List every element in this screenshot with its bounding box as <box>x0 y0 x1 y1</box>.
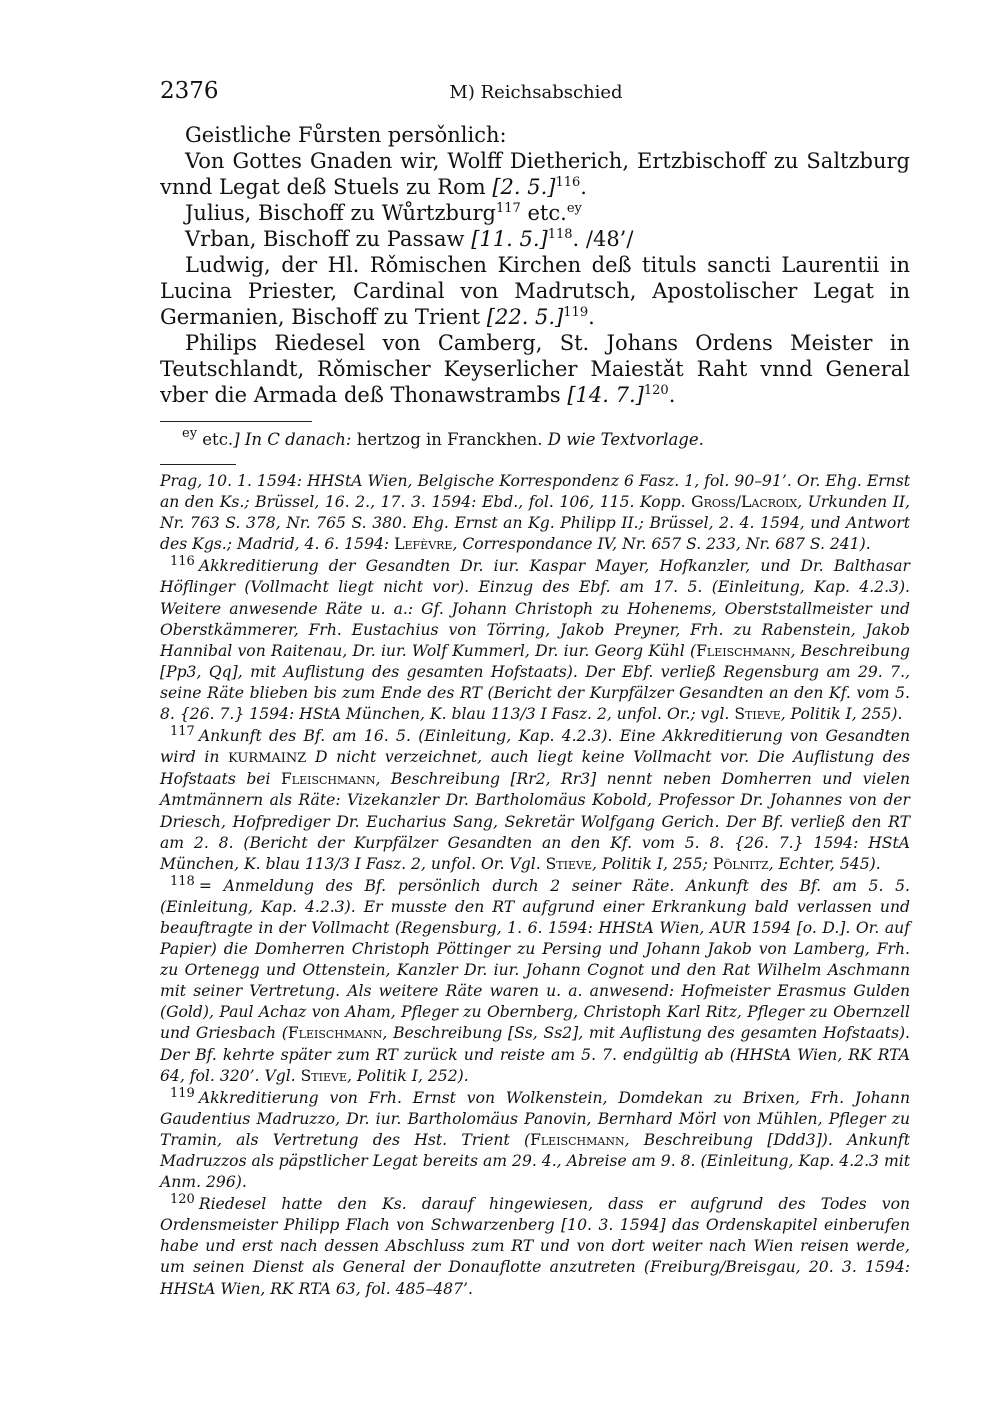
note-120: $^{120}$ Riedesel hatte den Ks. darauf hingewiesen, dass er aufgrund des Todes von Ordensmeister Philipp Flach von Schwarzenberg [10. 3. 1594] das Ordenskapitel einberufen habe und erst nach dessen Abschluss zum RT und von dort weiter nach Wien reisen werde, um seinen Dienst als General der Donauflotte anzutreten (Freiburg/Breisgau, 20. 3. 1594: HHStA Wien, RK RTA 63, fol. 485–487’. <box>160 1192 910 1298</box>
note-118: $^{118}$ = Anmeldung des Bf. persönlich durch 2 seiner Räte. Ankunft des Bf. am 5. 5. (Einleitung, Kap. 4.2.3). Er musste den RT aufgrund einer Erkrankung bald verlassen und beauftragte in der Vollmacht (Regensburg, 1. 6. 1594: HHStA Wien, AUR 1594 [o. D.]. Or. auf Papier) die Domherren Christoph Pöttinger zu Persing und Johann Jakob von Lamberg, Frh. zu Ortenegg und Ottenstein, Kanzler Dr. iur. Johann Cognot und den Rat Wilhelm Aschmann mit seiner Vertretung. Als weitere Räte waren u. a. anwesend: Hofmeister Erasmus Gulden (Gold), Paul Achaz von Aham, Pfleger zu Obernberg, Christoph Karl Ritz, Pfleger zu Obernzell und Griesbach (Fleischmann, Beschreibung [Ss, Ss2], mit Auflistung des gesamten Hofstaats). Der Bf. kehrte später zum RT zurück und reiste am 5. 7. endgültig ab (HHStA Wien, RK RTA 64, fol. 320’. Vgl. Stieve, Politik I, 252). <box>160 873 911 1085</box>
page-header <box>160 78 912 108</box>
footnote-divider <box>160 421 312 422</box>
paragraph-trient: Ludwig, der Hl. Rǒmischen Kirchen deß tituls sancti Laurentii in Lucina Priester, Cardinal von Madrutsch, Apostolischer Legat in Germanien, Bischoff zu Trient [22. 5.]$^{119}$. <box>160 253 910 329</box>
critical-note-ey: $^{ey}$ etc.] In C danach: hertzog in Franckhen. D wie Textvorlage. <box>182 426 704 449</box>
footnote-ref[interactable]: 120 <box>643 383 669 398</box>
note-number: 120 <box>170 1192 195 1208</box>
note-117: $^{117}$ Ankunft des Bf. am 16. 5. (Einleitung, Kap. 4.2.3). Eine Akkreditierung von Gesandten wird in KURMAINZ D nicht verzeichnet, auch liegt keine Vollmacht vor. Die Auflistung des Hofstaats bei Fleischmann, Beschreibung [Rr2, Rr3] nennt neben Domherren und vielen Amtmännern als Räte: Vizekanzler Dr. Bartholomäus Kobold, Professor Dr. Johannes von der Driesch, Hofprediger Dr. Eucharius Sang, Sekretär Wolfgang Gerich. Der Bf. verließ den RT am 2. 8. (Bericht der Kurpfälzer Gesandten an den Kf. vom 5. 8. {26. 7.} 1594: HStA München, K. blau 113/3 I Fasz. 2, unfol. Or. Vgl. Stieve, Politik I, 255; Pölnitz, Echter, 545). <box>160 724 910 873</box>
footnote-ref[interactable]: 119 <box>563 305 589 320</box>
note-continuation: Prag, 10. 1. 1594: HHStA Wien, Belgische Korrespondenz 6 Fasz. 1, fol. 90–91’. Or. Ehg. Ernst an den Ks.; Brüssel, 16. 2., 17. 3. 1594: Ebd., fol. 106, 115. Kopp. Gross/Lacroix, Urkunden II, Nr. 763 S. 378, Nr. 765 S. 380. Ehg. Ernst an Kg. Philipp II.; Brüssel, 2. 4. 1594, und Antwort des Kgs.; Madrid, 4. 6. 1594: Lefèvre, Correspondance IV, Nr. 657 S. 233, Nr. 687 S. 241). <box>160 472 910 554</box>
paragraph-passau: Vrban, Bischoff zu Passaw [11. 5.]$^{118}$. /48’/ <box>185 227 634 251</box>
paragraph-salzburg: Von Gottes Gnaden wir, Wolff Dietherich, Ertzbischoff zu Saltzburg vnnd Legat deß Stuels zu Rom [2. 5.]$^{116}$. <box>160 149 910 199</box>
note-number: 116 <box>170 554 195 570</box>
main-text <box>160 122 910 408</box>
footnote-ref[interactable]: 118 <box>547 227 573 242</box>
page-number: 2376 <box>160 78 219 104</box>
date-annotation: [2. 5.] <box>492 175 556 199</box>
footnote-ref[interactable]: 117 <box>496 201 521 216</box>
date-annotation: [14. 7.] <box>567 383 644 407</box>
date-annotation: [11. 5.] <box>471 227 548 251</box>
critical-note-ref[interactable]: ey <box>566 201 582 216</box>
note-119: $^{119}$ Akkreditierung von Frh. Ernst von Wolkenstein, Domdekan zu Brixen, Frh. Johann Gaudentius Madruzzo, Dr. iur. Bartholomäus Panovin, Bernhard Mörl von Mühlen, Pfleger zu Tramin, als Vertretung des Hst. Trient (Fleischmann, Beschreibung [Ddd3]). Ankunft Madruzzos als päpstlicher Legat bereits am 29. 4., Abreise am 9. 8. (Einleitung, Kap. 4.2.3 mit Anm. 296). <box>160 1085 910 1192</box>
commentary-notes <box>160 471 910 1301</box>
note-number: 119 <box>170 1085 195 1101</box>
paragraph-riedesel: Philips Riedesel von Camberg, St. Johans Ordens Meister in Teutschlandt, Rǒmischer Keyserlicher Maiestǎt Raht vnnd General vber die Armada deß Thonawstrambs [14. 7.]$^{120}$. <box>160 331 910 407</box>
critical-apparatus <box>160 426 910 451</box>
footnote-divider-short <box>160 464 236 465</box>
note-116: $^{116}$ Akkreditierung der Gesandten Dr. iur. Kaspar Mayer, Hofkanzler, und Dr. Balthasar Höflinger (Vollmacht liegt nicht vor). Einzug des Ebf. am 17. 5. (Einleitung, Kap. 4.2.3). Weitere anwesende Räte u. a.: Gf. Johann Christoph zu Hohenems, Oberststallmeister und Oberstkämmerer, Frh. Eustachius von Törring, Jakob Preyner, Frh. zu Rabenstein, Jakob Hannibal von Raitenau, Dr. iur. Wolf Kummerl, Dr. iur. Georg Kühl (Fleischmann, Beschreibung [Pp3, Qq], mit Auflistung des gesamten Hofstaats). Der Ebf. verließ Regensburg am 29. 7., seine Räte blieben bis zum Ende des RT (Bericht der Kurpfälzer Gesandten an den Kf. vom 5. 8. {26. 7.} 1594: HStA München, K. blau 113/3 I Fasz. 2, unfol. Or.; vgl. Stieve, Politik I, 255). <box>160 554 910 724</box>
note-number: 117 <box>170 724 195 740</box>
footnote-ref[interactable]: 116 <box>555 175 581 190</box>
paragraph-wuerzburg: Julius, Bischoff zu Wůrtzburg$^{117}$ etc.$^{ey}$ <box>185 201 582 225</box>
note-number: 118 <box>170 873 195 889</box>
date-annotation: [22. 5.] <box>486 305 564 329</box>
paragraph-heading: Geistliche Fůrsten persǒnlich: <box>185 123 507 147</box>
running-title: M) Reichsabschied <box>449 82 623 103</box>
folio-marker: . /48’/ <box>572 227 634 251</box>
